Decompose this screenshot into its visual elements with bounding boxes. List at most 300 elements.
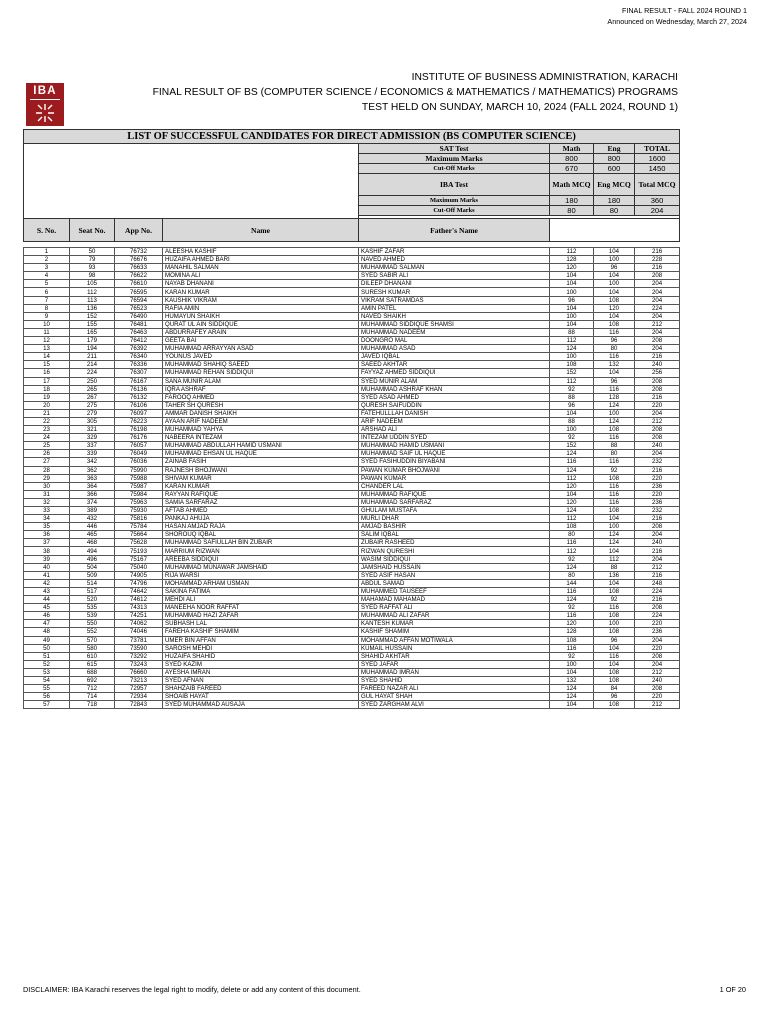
seat-no-cell: 337 — [70, 442, 115, 450]
candidate-name-cell: MUHAMMAD ARRAYYAN ASAD — [163, 345, 359, 353]
table-row — [24, 636, 680, 644]
seat-no-cell: 152 — [70, 312, 115, 320]
app-no-cell: 75040 — [115, 563, 163, 571]
table-row — [24, 442, 680, 450]
total-mcq-cell: 212 — [635, 701, 680, 709]
math-mcq-cell: 152 — [550, 442, 594, 450]
eng-mcq-cell: 108 — [594, 701, 635, 709]
eng-mcq-cell: 108 — [594, 668, 635, 676]
total-mcq-cell: 204 — [635, 288, 680, 296]
total-mcq-cell: 208 — [635, 652, 680, 660]
table-row — [24, 555, 680, 563]
father-name-cell: MUHAMMAD ALI ZAFAR — [359, 612, 550, 620]
table-title: LIST OF SUCCESSFUL CANDIDATES FOR DIRECT ADMISSION (BS COMPUTER SCIENCE) — [24, 130, 680, 144]
total-mcq-cell: 216 — [635, 264, 680, 272]
father-name-cell: ARIF NADEEM — [359, 417, 550, 425]
candidate-name-cell: MUHAMMAD SAFIULLAH BIN ZUBAIR — [163, 539, 359, 547]
app-no-cell: 76732 — [115, 248, 163, 256]
seat-no-cell: 468 — [70, 539, 115, 547]
sat-max-total: 1600 — [635, 154, 680, 164]
candidate-name-cell: MANEEHA NOOR RAFFAT — [163, 604, 359, 612]
total-mcq-cell: 204 — [635, 409, 680, 417]
seat-no-cell: 214 — [70, 361, 115, 369]
sno-cell: 1 — [24, 248, 70, 256]
candidate-name-cell: KAUSHIK VIKRAM — [163, 296, 359, 304]
math-mcq-cell: 92 — [550, 434, 594, 442]
iba-label: IBA Test — [359, 174, 550, 196]
candidate-name-cell: RIJA WARSI — [163, 571, 359, 579]
table-row — [24, 385, 680, 393]
sno-cell: 45 — [24, 604, 70, 612]
math-mcq-cell: 128 — [550, 628, 594, 636]
math-mcq-cell: 104 — [550, 304, 594, 312]
total-mcq-cell: 224 — [635, 304, 680, 312]
eng-mcq-cell: 108 — [594, 612, 635, 620]
father-name-cell: SYED ASAD AHMED — [359, 393, 550, 401]
results-table — [23, 129, 680, 709]
math-mcq-cell: 80 — [550, 531, 594, 539]
father-name-cell: KANTESH KUMAR — [359, 620, 550, 628]
math-mcq-cell: 120 — [550, 264, 594, 272]
father-name-cell: SHAHID AKHTAR — [359, 652, 550, 660]
sno-cell: 41 — [24, 571, 70, 579]
col-name: Name — [163, 219, 359, 242]
candidate-name-cell: NABEERA INTEZAM — [163, 434, 359, 442]
candidate-name-cell: SANA MUNIR ALAM — [163, 377, 359, 385]
document-heading — [153, 70, 678, 115]
eng-mcq-cell: 116 — [594, 328, 635, 336]
total-mcq-cell: 208 — [635, 337, 680, 345]
candidate-name-cell: MUHAMMAD SHAHIQ SAEED — [163, 361, 359, 369]
eng-mcq-cell: 96 — [594, 693, 635, 701]
eng-mcq-cell: 108 — [594, 676, 635, 684]
sat-label: SAT Test — [359, 144, 550, 154]
table-row — [24, 296, 680, 304]
father-name-cell: AMJAD BASHIR — [359, 523, 550, 531]
app-no-cell: 76412 — [115, 337, 163, 345]
eng-mcq-cell: 96 — [594, 264, 635, 272]
sat-cutoff-total: 1450 — [635, 164, 680, 174]
sno-cell: 51 — [24, 652, 70, 660]
eng-mcq-cell: 124 — [594, 417, 635, 425]
math-mcq-cell: 104 — [550, 409, 594, 417]
sno-cell: 26 — [24, 450, 70, 458]
seat-no-cell: 279 — [70, 409, 115, 417]
total-mcq-cell: 208 — [635, 604, 680, 612]
candidate-name-cell: SUBHASH LAL — [163, 620, 359, 628]
logo-divider — [30, 99, 60, 100]
math-mcq-cell: 108 — [550, 523, 594, 531]
eng-mcq-cell: 92 — [594, 466, 635, 474]
math-mcq-cell: 108 — [550, 636, 594, 644]
sno-cell: 8 — [24, 304, 70, 312]
seat-no-cell: 712 — [70, 685, 115, 693]
father-name-cell: SAEED AKHTAR — [359, 361, 550, 369]
candidate-name-cell: MARRIUM RIZWAN — [163, 547, 359, 555]
math-mcq-cell: 120 — [550, 482, 594, 490]
sat-max-label: Maximum Marks — [359, 154, 550, 164]
institute-name: INSTITUTE OF BUSINESS ADMINISTRATION, KARACHI — [411, 72, 678, 83]
candidate-name-cell: AYESHA IMRAN — [163, 668, 359, 676]
candidate-name-cell: YOUNUS JAVED — [163, 353, 359, 361]
math-mcq-cell: 112 — [550, 474, 594, 482]
sno-cell: 36 — [24, 531, 70, 539]
father-name-cell: WASIM SIDDIQUI — [359, 555, 550, 563]
app-no-cell: 72843 — [115, 701, 163, 709]
father-name-cell: VIKRAM SATRAMDAS — [359, 296, 550, 304]
app-no-cell: 73590 — [115, 644, 163, 652]
math-mcq-cell: 108 — [550, 361, 594, 369]
table-row — [24, 450, 680, 458]
total-mcq-cell: 212 — [635, 668, 680, 676]
seat-no-cell: 535 — [70, 604, 115, 612]
math-mcq-cell: 104 — [550, 280, 594, 288]
father-name-cell: SYED SABIR ALI — [359, 272, 550, 280]
seat-no-cell: 113 — [70, 296, 115, 304]
total-mcq-cell: 220 — [635, 474, 680, 482]
app-no-cell: 74313 — [115, 604, 163, 612]
total-mcq-cell: 240 — [635, 442, 680, 450]
iba-col-eng: Eng MCQ — [594, 174, 635, 196]
sno-cell: 31 — [24, 490, 70, 498]
total-mcq-cell: 220 — [635, 490, 680, 498]
candidate-name-cell: RAFIA AMIN — [163, 304, 359, 312]
candidate-name-cell: SAROSH MEHDI — [163, 644, 359, 652]
math-mcq-cell: 124 — [550, 685, 594, 693]
candidate-name-cell: HUZAIFA AHMED BARI — [163, 256, 359, 264]
sno-cell: 25 — [24, 442, 70, 450]
math-mcq-cell: 124 — [550, 693, 594, 701]
sno-cell: 49 — [24, 636, 70, 644]
sat-col-math: Math — [550, 144, 594, 154]
father-name-cell: MOHAMMAD AFFAN MOTIWALA — [359, 636, 550, 644]
eng-mcq-cell: 104 — [594, 272, 635, 280]
total-mcq-cell: 208 — [635, 272, 680, 280]
seat-no-cell: 517 — [70, 587, 115, 595]
seat-no-cell: 211 — [70, 353, 115, 361]
sno-cell: 18 — [24, 385, 70, 393]
table-row — [24, 474, 680, 482]
candidate-name-cell: MUHAMMAD REHAN SIDDIQUI — [163, 369, 359, 377]
sno-cell: 3 — [24, 264, 70, 272]
disclaimer: DISCLAIMER: IBA Karachi reserves the legal right to modify, delete or add any content of this document. — [23, 985, 361, 994]
app-no-cell: 76392 — [115, 345, 163, 353]
seat-no-cell: 93 — [70, 264, 115, 272]
table-row — [24, 539, 680, 547]
total-mcq-cell: 220 — [635, 644, 680, 652]
app-no-cell: 75628 — [115, 539, 163, 547]
sno-cell: 48 — [24, 628, 70, 636]
candidate-name-cell: SHIVAM KUMAR — [163, 474, 359, 482]
sno-cell: 44 — [24, 596, 70, 604]
eng-mcq-cell: 104 — [594, 547, 635, 555]
eng-mcq-cell: 128 — [594, 393, 635, 401]
sno-cell: 9 — [24, 312, 70, 320]
sno-cell: 52 — [24, 660, 70, 668]
candidate-name-cell: FAROOQ AHMED — [163, 393, 359, 401]
eng-mcq-cell: 88 — [594, 563, 635, 571]
app-no-cell: 74251 — [115, 612, 163, 620]
app-no-cell: 75930 — [115, 507, 163, 515]
seat-no-cell: 165 — [70, 328, 115, 336]
app-no-cell: 76307 — [115, 369, 163, 377]
father-name-cell: PAWAN KUMAR BHOJWANI — [359, 466, 550, 474]
sno-cell: 30 — [24, 482, 70, 490]
candidate-name-cell: SHAHZAIB FAREED — [163, 685, 359, 693]
father-name-cell: GHULAM MUSTAFA — [359, 507, 550, 515]
father-name-cell: FAYYAZ AHMED SIDDIQUI — [359, 369, 550, 377]
math-mcq-cell: 124 — [550, 563, 594, 571]
app-no-cell: 73781 — [115, 636, 163, 644]
table-row — [24, 345, 680, 353]
seat-no-cell: 329 — [70, 434, 115, 442]
sat-cutoff-eng: 600 — [594, 164, 635, 174]
table-row — [24, 361, 680, 369]
iba-cutoff-total: 204 — [635, 206, 680, 216]
eng-mcq-cell: 96 — [594, 636, 635, 644]
sno-cell: 42 — [24, 579, 70, 587]
math-mcq-cell: 104 — [550, 320, 594, 328]
eng-mcq-cell: 100 — [594, 523, 635, 531]
father-name-cell: KASHIF SHAMIM — [359, 628, 550, 636]
app-no-cell: 74062 — [115, 620, 163, 628]
eng-mcq-cell: 108 — [594, 587, 635, 595]
column-header-row — [24, 219, 680, 242]
father-name-cell: MAHAMAD MAHAMAD — [359, 596, 550, 604]
candidate-name-cell: PANKAJ AHUJA — [163, 515, 359, 523]
table-row — [24, 256, 680, 264]
candidate-name-cell: SHOAIB HAYAT — [163, 693, 359, 701]
eng-mcq-cell: 80 — [594, 345, 635, 353]
app-no-cell: 75988 — [115, 474, 163, 482]
header-blank-area — [24, 144, 359, 219]
candidate-name-cell: ABDURRAFEY ARAIN — [163, 328, 359, 336]
eng-mcq-cell: 104 — [594, 248, 635, 256]
eng-mcq-cell: 100 — [594, 280, 635, 288]
sno-cell: 55 — [24, 685, 70, 693]
father-name-cell: MUHAMMAD SIDDIQUE SHAMSI — [359, 320, 550, 328]
total-mcq-cell: 204 — [635, 450, 680, 458]
seat-no-cell: 494 — [70, 547, 115, 555]
candidate-name-cell: AREEBA SIDDIQUI — [163, 555, 359, 563]
app-no-cell: 76036 — [115, 458, 163, 466]
math-mcq-cell: 88 — [550, 417, 594, 425]
sno-cell: 20 — [24, 401, 70, 409]
candidate-name-cell: GEETA BAI — [163, 337, 359, 345]
math-mcq-cell: 124 — [550, 507, 594, 515]
logo-text: IBA — [33, 85, 57, 97]
table-row — [24, 248, 680, 256]
sno-cell: 16 — [24, 369, 70, 377]
total-mcq-cell: 248 — [635, 579, 680, 587]
sat-max-eng: 800 — [594, 154, 635, 164]
total-mcq-cell: 216 — [635, 353, 680, 361]
iba-max-label: Maximum Marks — [359, 196, 550, 206]
programs-title: FINAL RESULT OF BS (COMPUTER SCIENCE / ECONOMICS & MATHEMATICS / MATHEMATICS) PROGRAMS — [152, 87, 678, 98]
seat-no-cell: 112 — [70, 288, 115, 296]
eng-mcq-cell: 96 — [594, 337, 635, 345]
math-mcq-cell: 100 — [550, 426, 594, 434]
candidate-name-cell: SYED KAZIM — [163, 660, 359, 668]
candidate-name-cell: KARAN KUMAR — [163, 482, 359, 490]
col-sno: S. No. — [24, 219, 70, 242]
eng-mcq-cell: 108 — [594, 426, 635, 434]
table-row — [24, 596, 680, 604]
app-no-cell: 75984 — [115, 490, 163, 498]
candidate-name-cell: HUMAYUN SHAIKH — [163, 312, 359, 320]
table-row — [24, 337, 680, 345]
result-announcement — [607, 5, 747, 27]
app-no-cell: 76132 — [115, 393, 163, 401]
candidate-name-cell: ALEESHA KASHIF — [163, 248, 359, 256]
seat-no-cell: 718 — [70, 701, 115, 709]
eng-mcq-cell: 80 — [594, 450, 635, 458]
candidate-name-cell: HASAN AMJAD RAJA — [163, 523, 359, 531]
math-mcq-cell: 96 — [550, 401, 594, 409]
math-mcq-cell: 100 — [550, 660, 594, 668]
seat-no-cell: 514 — [70, 579, 115, 587]
candidate-name-cell: FAREHA KASHIF SHAMIM — [163, 628, 359, 636]
app-no-cell: 76622 — [115, 272, 163, 280]
candidate-name-cell: ZAINAB FASIH — [163, 458, 359, 466]
sno-cell: 2 — [24, 256, 70, 264]
math-mcq-cell: 124 — [550, 345, 594, 353]
candidate-name-cell: TAHER SH QURESH — [163, 401, 359, 409]
app-no-cell: 76167 — [115, 377, 163, 385]
app-no-cell: 75816 — [115, 515, 163, 523]
sno-cell: 24 — [24, 434, 70, 442]
total-mcq-cell: 204 — [635, 280, 680, 288]
app-no-cell: 75784 — [115, 523, 163, 531]
eng-mcq-cell: 100 — [594, 256, 635, 264]
candidate-name-cell: SYED MUHAMMAD AUSAJA — [163, 701, 359, 709]
seat-no-cell: 688 — [70, 668, 115, 676]
math-mcq-cell: 100 — [550, 312, 594, 320]
app-no-cell: 75963 — [115, 498, 163, 506]
total-mcq-cell: 204 — [635, 531, 680, 539]
table-row — [24, 660, 680, 668]
total-mcq-cell: 216 — [635, 466, 680, 474]
iba-cutoff-label: Cut-Off Marks — [359, 206, 550, 216]
table-row — [24, 312, 680, 320]
seat-no-cell: 539 — [70, 612, 115, 620]
father-name-cell: SYED ZARGHAM ALVI — [359, 701, 550, 709]
candidate-name-cell: NAYAB DHANANI — [163, 280, 359, 288]
candidate-name-cell: RAYYAN RAFIQUE — [163, 490, 359, 498]
sno-cell: 7 — [24, 296, 70, 304]
table-row — [24, 426, 680, 434]
eng-mcq-cell: 96 — [594, 377, 635, 385]
candidate-name-cell: UMER BIN AFFAN — [163, 636, 359, 644]
table-row — [24, 288, 680, 296]
table-row — [24, 280, 680, 288]
eng-mcq-cell: 116 — [594, 652, 635, 660]
seat-no-cell: 267 — [70, 393, 115, 401]
seat-no-cell: 265 — [70, 385, 115, 393]
app-no-cell: 73243 — [115, 660, 163, 668]
father-name-cell: MUHAMMAD SALMAN — [359, 264, 550, 272]
candidate-name-cell: KARAN KUMAR — [163, 288, 359, 296]
eng-mcq-cell: 108 — [594, 507, 635, 515]
app-no-cell: 76198 — [115, 426, 163, 434]
candidate-name-cell: MUHAMMAD MUNAWAR JAMSHAID — [163, 563, 359, 571]
seat-no-cell: 50 — [70, 248, 115, 256]
father-name-cell: KASHIF ZAFAR — [359, 248, 550, 256]
total-mcq-cell: 208 — [635, 434, 680, 442]
math-mcq-cell: 80 — [550, 571, 594, 579]
sno-cell: 53 — [24, 668, 70, 676]
app-no-cell: 75167 — [115, 555, 163, 563]
math-mcq-cell: 92 — [550, 604, 594, 612]
seat-no-cell: 275 — [70, 401, 115, 409]
table-row — [24, 547, 680, 555]
math-mcq-cell: 104 — [550, 490, 594, 498]
col-seat: Seat No. — [70, 219, 115, 242]
father-name-cell: SYED MUNIR ALAM — [359, 377, 550, 385]
total-mcq-cell: 216 — [635, 547, 680, 555]
father-name-cell: SYED JAFAR — [359, 660, 550, 668]
math-mcq-cell: 120 — [550, 498, 594, 506]
sno-cell: 17 — [24, 377, 70, 385]
math-mcq-cell: 88 — [550, 328, 594, 336]
app-no-cell: 76595 — [115, 288, 163, 296]
table-row — [24, 563, 680, 571]
seat-no-cell: 305 — [70, 417, 115, 425]
father-name-cell: CHANDER LAL — [359, 482, 550, 490]
total-mcq-cell: 240 — [635, 539, 680, 547]
total-mcq-cell: 208 — [635, 377, 680, 385]
app-no-cell: 76136 — [115, 385, 163, 393]
sno-cell: 50 — [24, 644, 70, 652]
math-mcq-cell: 144 — [550, 579, 594, 587]
app-no-cell: 75990 — [115, 466, 163, 474]
app-no-cell: 76340 — [115, 353, 163, 361]
eng-mcq-cell: 104 — [594, 515, 635, 523]
father-name-cell: SYED SHAHID — [359, 676, 550, 684]
math-mcq-cell: 116 — [550, 644, 594, 652]
announced-date: Announced on Wednesday, March 27, 2024 — [607, 17, 747, 26]
sat-max-math: 800 — [550, 154, 594, 164]
app-no-cell: 72957 — [115, 685, 163, 693]
math-mcq-cell: 92 — [550, 555, 594, 563]
app-no-cell: 76660 — [115, 668, 163, 676]
table-row — [24, 377, 680, 385]
table-row — [24, 458, 680, 466]
iba-col-total: Total MCQ — [635, 174, 680, 196]
app-no-cell: 73292 — [115, 652, 163, 660]
math-mcq-cell: 112 — [550, 248, 594, 256]
math-mcq-cell: 112 — [550, 337, 594, 345]
table-row — [24, 652, 680, 660]
seat-no-cell: 550 — [70, 620, 115, 628]
math-mcq-cell: 104 — [550, 272, 594, 280]
app-no-cell: 76633 — [115, 264, 163, 272]
total-mcq-cell: 240 — [635, 676, 680, 684]
table-row — [24, 668, 680, 676]
father-name-cell: FATEHULLLAH DANISH — [359, 409, 550, 417]
table-row — [24, 515, 680, 523]
app-no-cell: 76097 — [115, 409, 163, 417]
eng-mcq-cell: 116 — [594, 498, 635, 506]
seat-no-cell: 321 — [70, 426, 115, 434]
seat-no-cell: 105 — [70, 280, 115, 288]
father-name-cell: SYED RAFFAT ALI — [359, 604, 550, 612]
seat-no-cell: 552 — [70, 628, 115, 636]
father-name-cell: ARSHAD ALI — [359, 426, 550, 434]
seat-no-cell: 363 — [70, 474, 115, 482]
father-name-cell: AMIN PATEL — [359, 304, 550, 312]
eng-mcq-cell: 104 — [594, 660, 635, 668]
